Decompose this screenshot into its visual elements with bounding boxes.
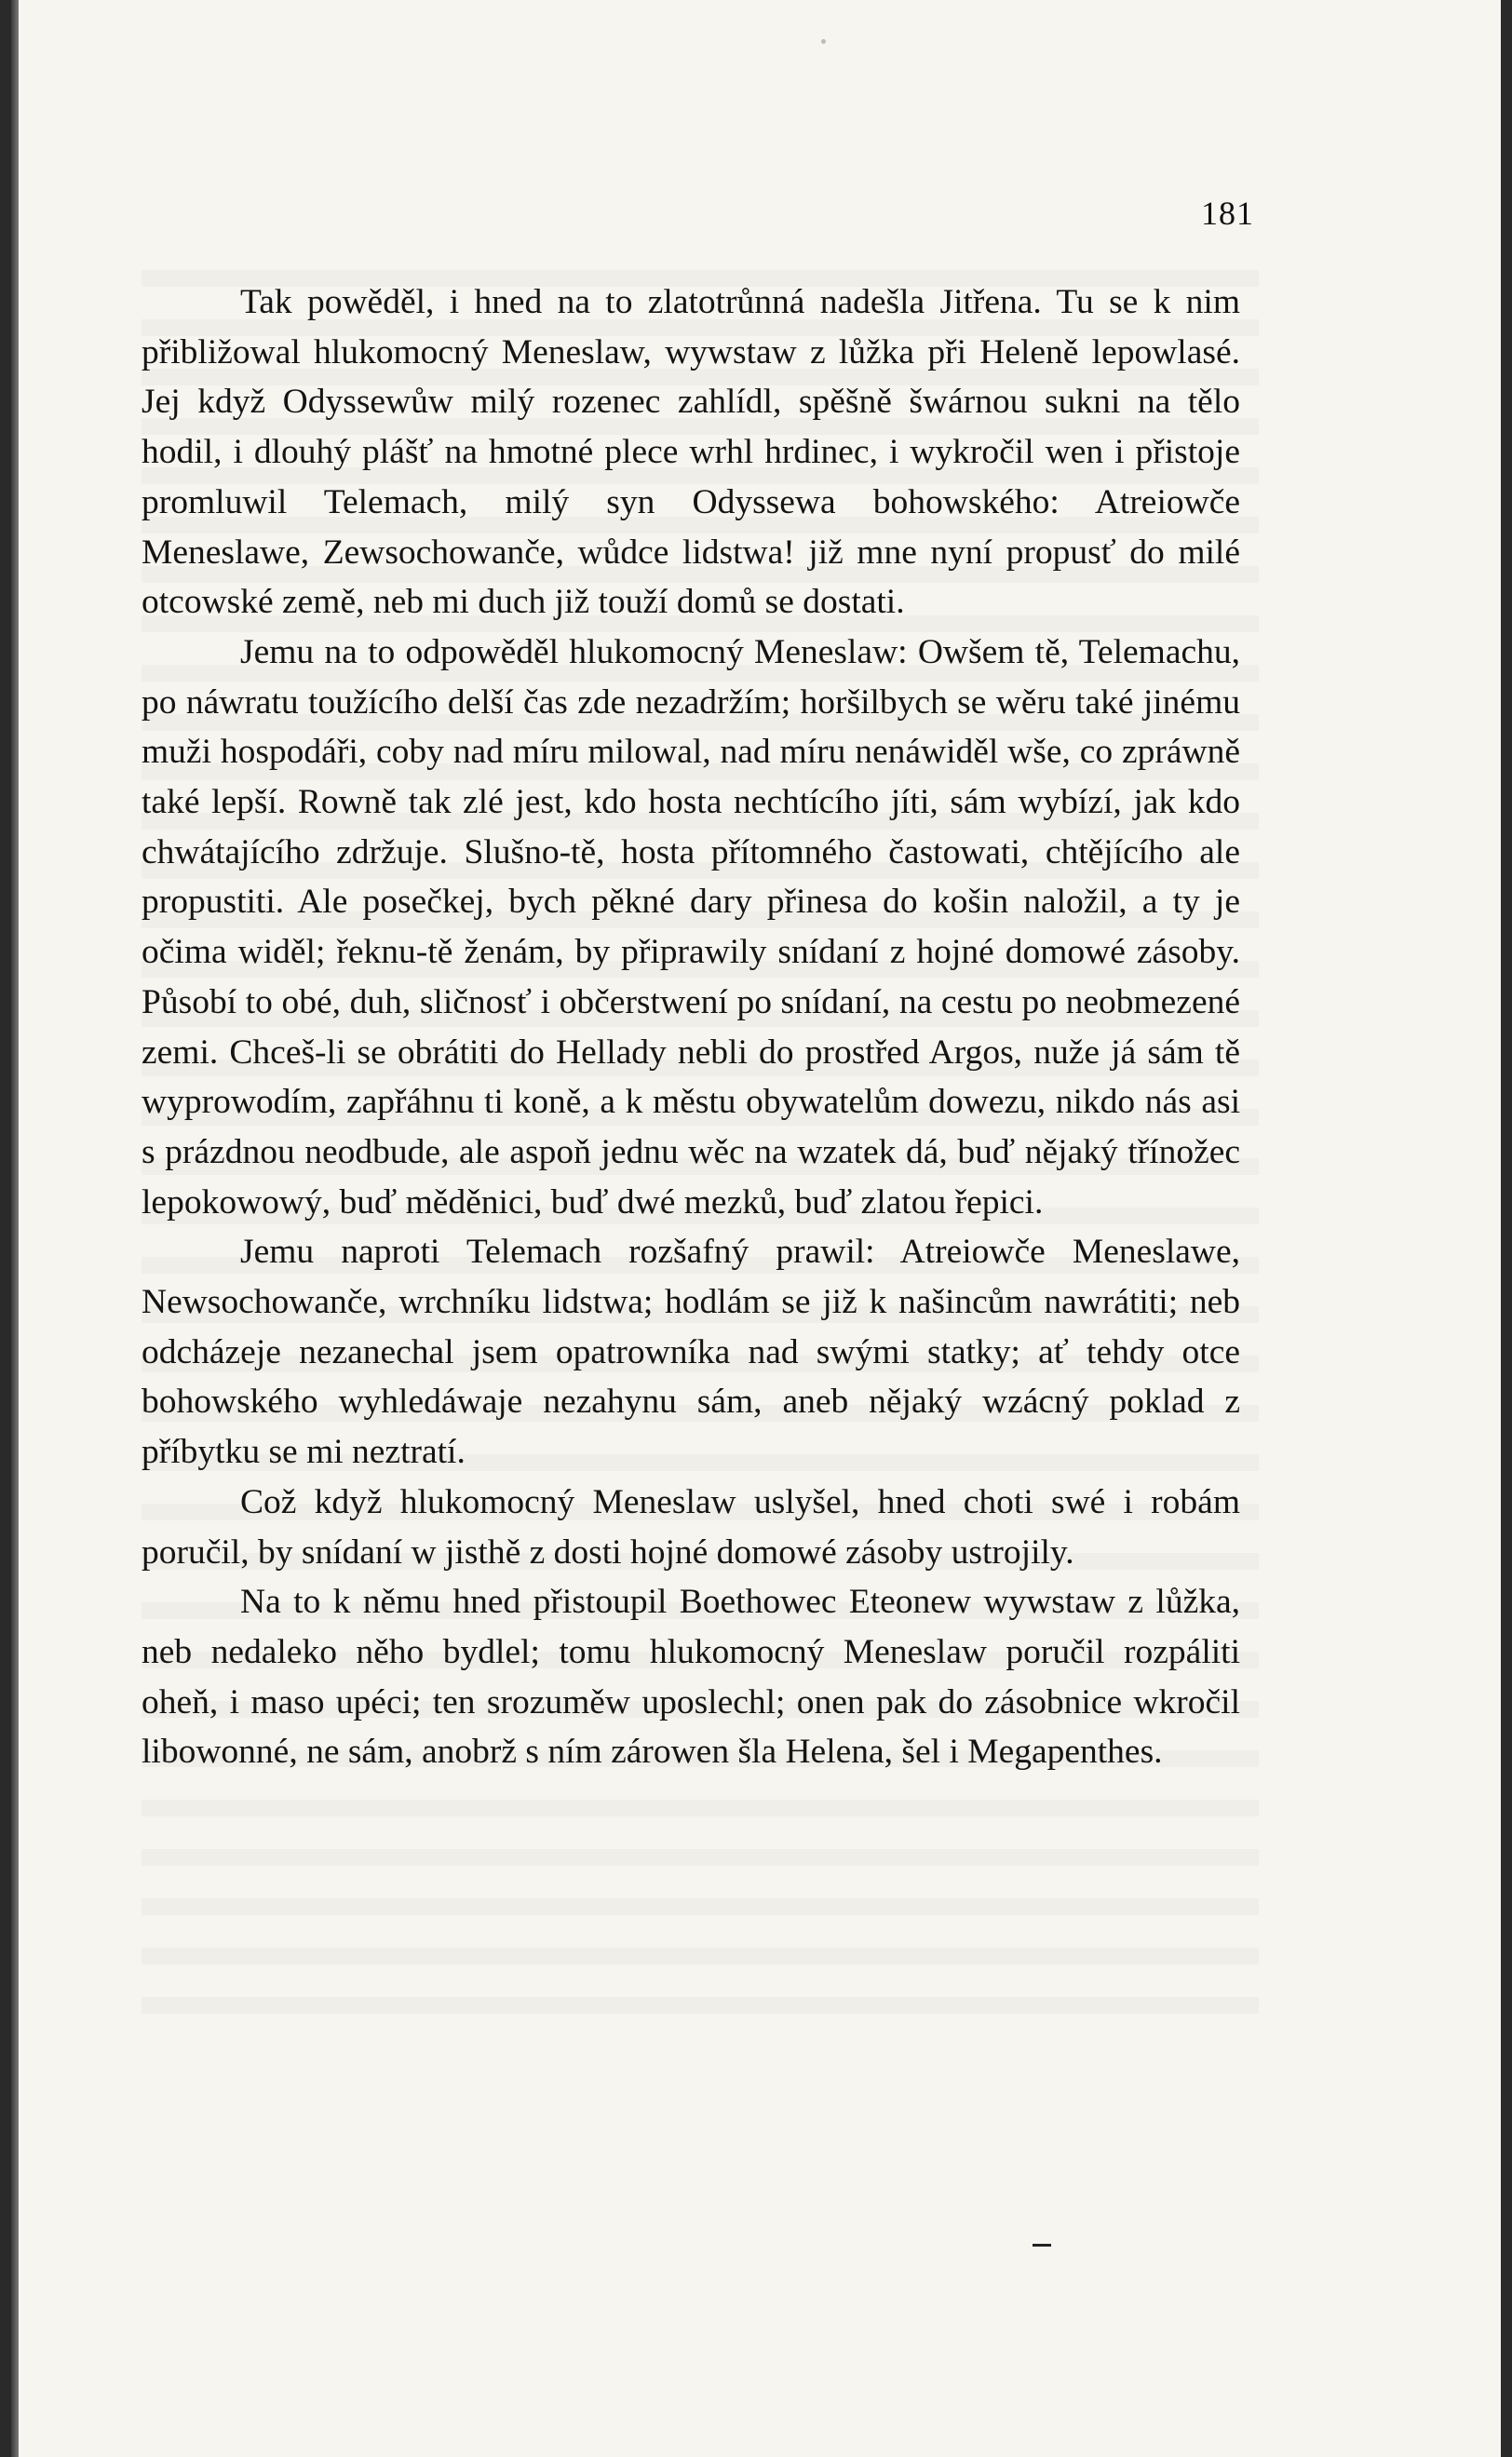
paragraph: Tak powěděl, i hned na to zlatotrůnná nadešla Jitřena. Tu se k nim přibližowal hlukomocný Meneslaw, wywstaw z lůžka při Heleně lepowlasé. Jej když Odyssewůw milý rozenec zahlídl, spěšně šwárnou sukni na tělo hodil, i dlouhý plášť na hmotné plece wrhl hrdinec, i wykročil wen i přistoje promluwil Telemach, milý syn Odyssewa bohowského: Atreiowče Meneslawe, Zewsochowanče, wůdce lidstwa! již mne nyní propusť do milé otcowské země, neb mi duch již touží domů se dostati. xyxy=(142,283,1240,622)
paragraph: Na to k němu hned přistoupil Boethowec Eteonew wywstaw z lůžka, neb nedaleko něho bydlel; tomu hlukomocný Meneslaw poručil rozpáliti oheň, i maso upéci; ten srozuměw uposlechl; onen pak do zásobnice wkročil libowonné, ne sám, anobrž s ním zárowen šla Helena, šel i Megapenthes. xyxy=(142,1583,1240,1772)
book-page xyxy=(11,0,1501,2457)
page-number: 181 xyxy=(1201,195,1254,232)
body-text xyxy=(142,277,1240,1777)
paragraph: Jemu na to odpowěděl hlukomocný Meneslaw: Owšem tě, Telemachu, po náwratu toužícího delší čas zde nezadržím; horšilbych se wěru také jinému muži hospodáři, coby nad míru milowal, nad míru nenáwiděl wše, co zpráwně také lepší. Rowně tak zlé jest, kdo hosta nechtícího jíti, sám wybízí, jak kdo chwátajícího zdržuje. Slušno-tě, hosta přítomného častowati, chtějícího ale propustiti. Ale posečkej, bych pěkné dary přinesa do košin naložil, a ty je očima widěl; řeknu-tě ženám, by připrawily snídaní z hojné domowé zásoby. Působí to obé, duh, sličnosť i občerstwení po snídaní, na cestu po neobmezené zemi. Chceš-li se obrátiti do Hellady nebli do prostřed Argos, nuže já sám tě wyprowodím, zapřáhnu ti koně, a k městu obywatelům dowezu, nikdo nás asi s prázdnou neodbude, ale aspoň jednu wěc na wzatek dá, buď nějaký třínožec lepokowowý, buď měděnici, buď dwé mezků, buď zlatou řepici. xyxy=(142,632,1240,1222)
page-spine-edge xyxy=(11,0,19,2457)
paper-speck xyxy=(821,39,826,44)
paragraph: Což když hlukomocný Meneslaw uslyšel, hned choti swé i robám poručil, by snídaní w jisthě z dosti hojné domowé zásoby ustrojily. xyxy=(142,1482,1240,1572)
paragraph: Jemu naproti Telemach rozšafný prawil: Atreiowče Meneslawe, Newsochowanče, wrchníku lidstwa; hodlám se již k našincům nawrátiti; neb odcházeje nezanechal jsem opatrowníka nad swými statky; ať tehdy otce bohowského wyhledáwaje nezahynu sám, aneb nějaký wzácný poklad z příbytku se mi neztratí. xyxy=(142,1233,1240,1472)
printer-mark xyxy=(1033,2244,1051,2247)
